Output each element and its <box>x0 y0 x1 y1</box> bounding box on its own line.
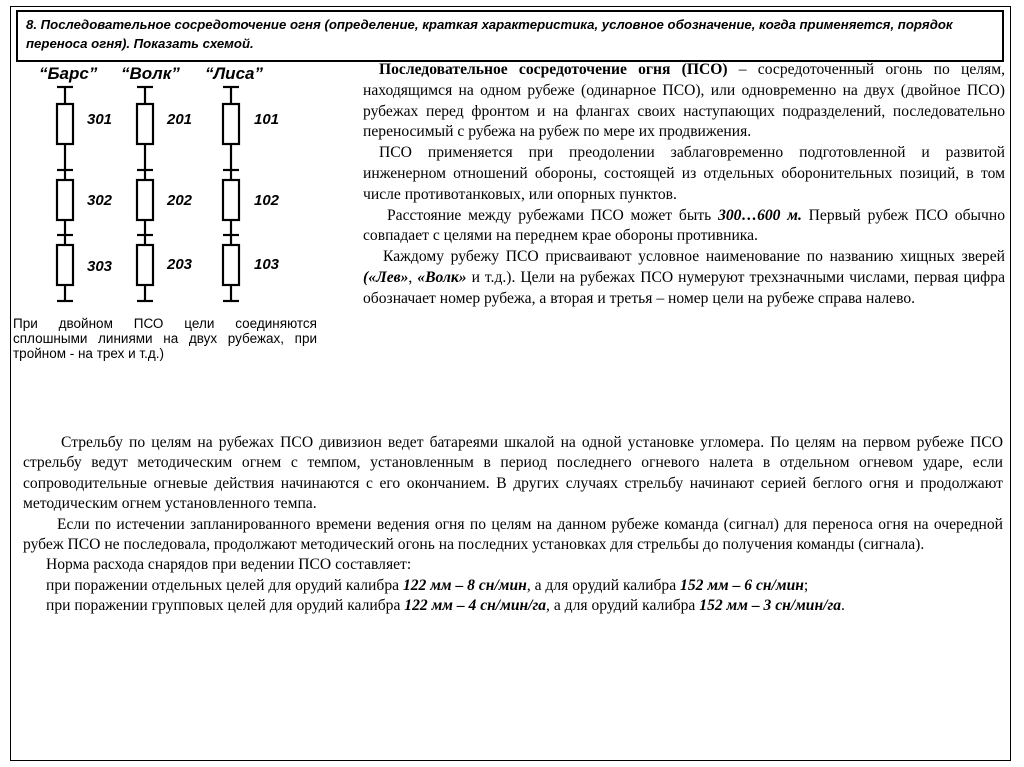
line-name-bars: “Барс” <box>39 64 98 83</box>
target-number: 201 <box>167 111 193 128</box>
target-column-volk <box>137 87 153 301</box>
pso-scheme <box>0 0 360 310</box>
scheme-note: При двойном ПСО цели соединяются сплошными линиями на двух рубежах, при тройном - на трех и т.д.) <box>13 316 317 361</box>
procedure-paragraph: Стрельбу по целям на рубежах ПСО дивизион ведет батареями шкалой на одной установке угломера. По целям на первом рубеже ПСО стрельбу ведут методическим огнем с темпом, установленным в период последнего огневого налета в отдельном огневом ударе, если сопроводительные огневые действия начинаются с его окончанием. В других случаях стрельбу начинают серией беглого огня и продолжают методическим огнем установленного темпа. <box>23 434 1003 513</box>
norm-intro: Норма расхода снарядов при ведении ПСО составляет: <box>46 556 412 574</box>
target-number: 303 <box>87 258 113 275</box>
target-number: 202 <box>167 192 193 209</box>
target-number: 101 <box>254 111 280 128</box>
target-column-lisa <box>223 87 239 301</box>
norm-single-targets: при поражении отдельных целей для орудий калибра 122 мм – 8 сн/мин, а для орудий калибра 152 мм – 6 сн/мин; <box>46 576 809 594</box>
line-name-volk: “Волк” <box>121 64 180 83</box>
target-number: 203 <box>167 256 193 273</box>
target-number: 102 <box>254 192 280 209</box>
distance-value: 300…600 м. <box>718 206 802 224</box>
definition-section <box>363 60 1005 310</box>
distance-paragraph: Расстояние между рубежами ПСО может быть 300…600 м. Первый рубеж ПСО обычно совпадает с целями на переднем крае обороны противника. <box>363 206 1005 245</box>
fire-procedure-section <box>23 433 1003 617</box>
target-column-bars <box>57 87 73 301</box>
line-name-lisa: “Лиса” <box>205 64 263 83</box>
target-number: 301 <box>87 111 113 128</box>
target-number: 302 <box>87 192 113 209</box>
target-number: 103 <box>254 256 280 273</box>
question-title: 8. Последовательное сосредоточение огня (определение, краткая характеристика, условное обозначение, когда применяется, порядок переноса огня). Показать схемой. <box>26 17 953 51</box>
definition-paragraph: Последовательное сосредоточение огня (ПСО) – сосредоточенный огонь по целям, находящимся на одном рубеже (одинарное ПСО), или одновременно на двух (двойное ПСО) рубежах перед фронтом и на флангах своих наступающих подразделений, последовательно переносимый с рубежа на рубеж по мере их продвижения. <box>363 61 1005 141</box>
term-pso: Последовательное сосредоточение огня (ПСО) <box>379 61 728 78</box>
naming-paragraph: Каждому рубежу ПСО присваивают условное наименование по названию хищных зверей («Лев», «Волк» и т.д.). Цели на рубежах ПСО нумеруют трехзначными числами, первая цифра обозначает номер рубежа, а вторая и третья – номер цели на рубеже справа налево. <box>363 248 1005 307</box>
norm-group-targets: при поражении групповых целей для орудий калибра 122 мм – 4 сн/мин/га, а для орудий калибра 152 мм – 3 сн/мин/га. <box>46 597 845 615</box>
transfer-paragraph: Если по истечении запланированного времени ведения огня по целям на данном рубеже команда (сигнал) для переноса огня на очередной рубеж ПСО не последовала, продолжают методический огонь на последних установках для стрельбы до получения команды (сигнала). <box>23 515 1003 554</box>
application-paragraph: ПСО применяется при преодолении заблаговременно подготовленной и развитой инженерном отношений обороны, состоящей из отдельных оборонительных позиций, в том числе противотанковых, или опорных пунктов. <box>363 144 1005 203</box>
